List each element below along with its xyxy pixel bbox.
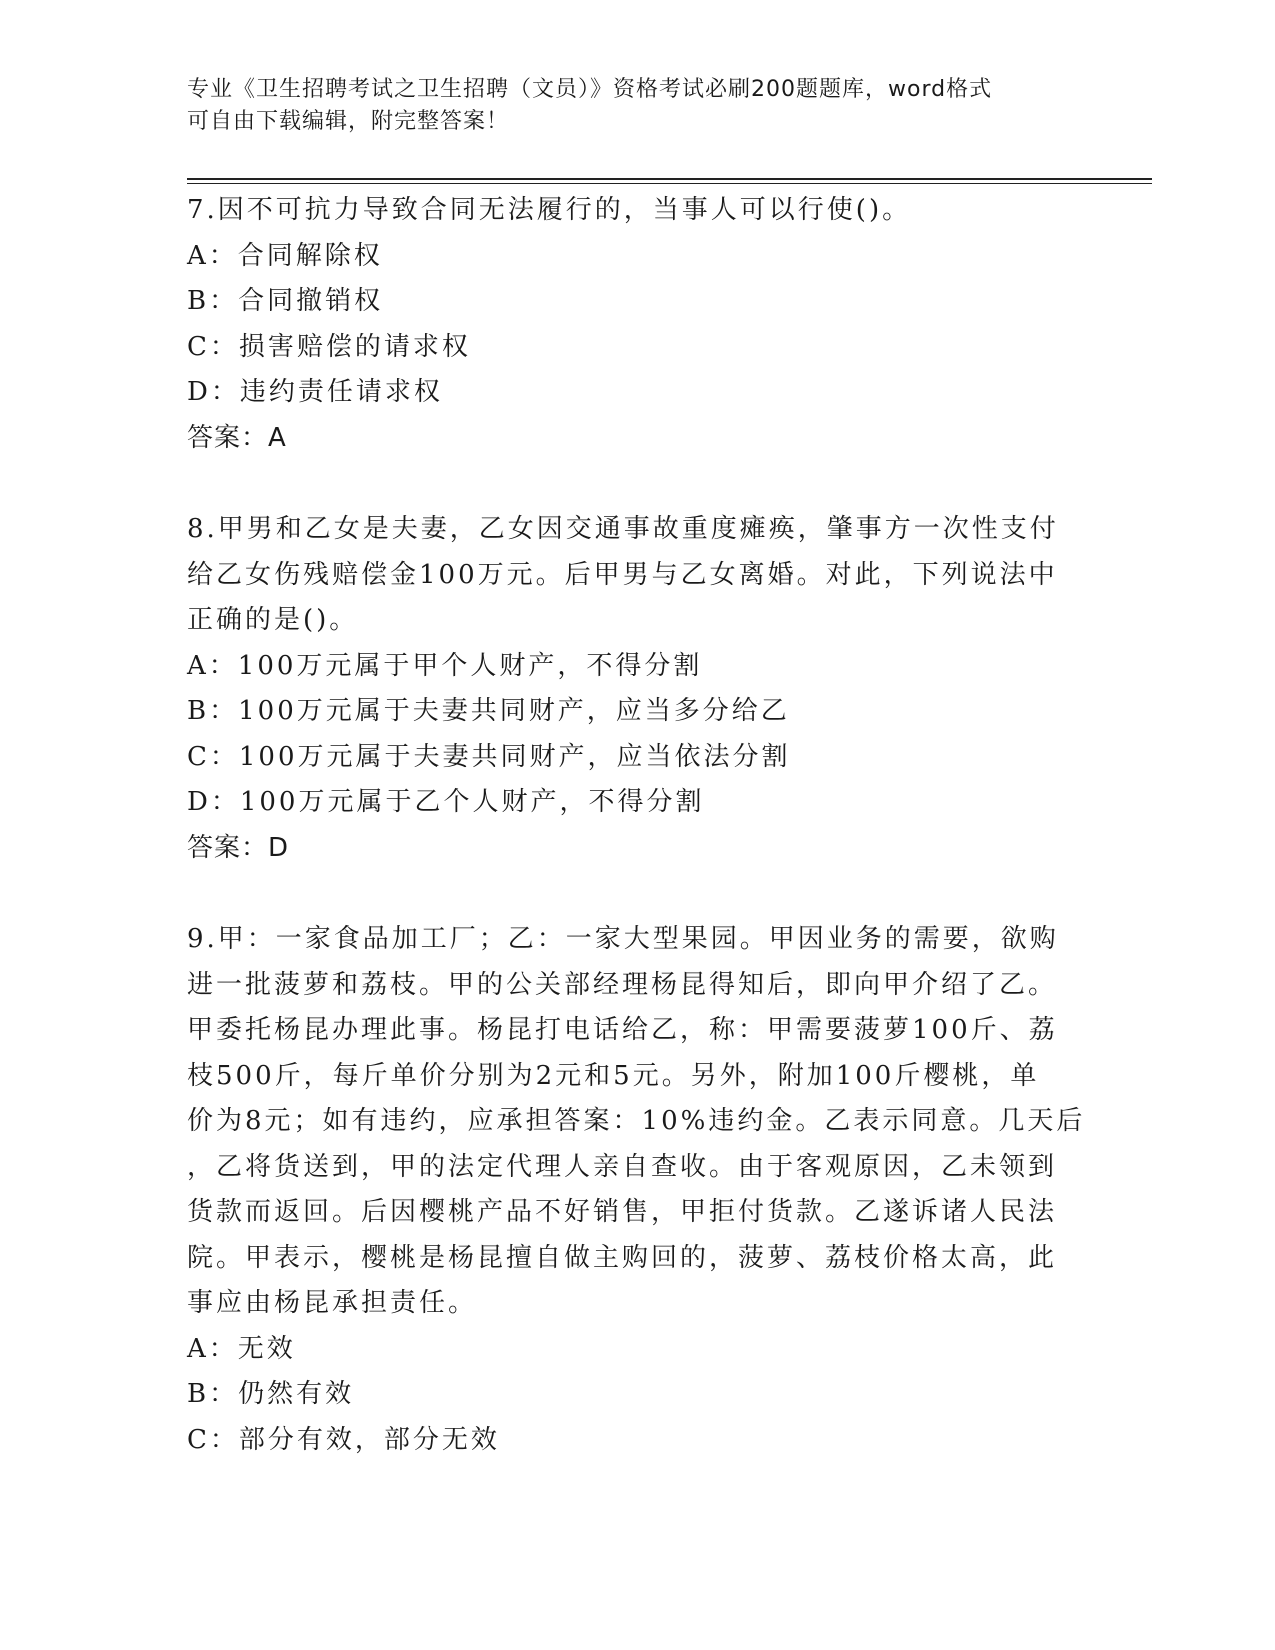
question-stem-line: 7.因不可抗力导致合同无法履行的，当事人可以行使()。 xyxy=(187,195,912,225)
question-stem-line: 甲委托杨昆办理此事。杨昆打电话给乙，称：甲需要菠萝100斤、荔 xyxy=(187,1015,1058,1045)
option-a: A：100万元属于甲个人财产，不得分割 xyxy=(187,650,703,681)
option-c: C：损害赔偿的请求权 xyxy=(187,331,471,362)
question-stem-line: 正确的是()。 xyxy=(187,605,359,635)
option-b: B：仍然有效 xyxy=(187,1379,355,1409)
question-8 xyxy=(187,507,1087,871)
header-line-1: 专业《卫生招聘考试之卫生招聘（文员）》资格考试必刷200题题库，word格式 xyxy=(187,77,993,102)
question-stem-line: 价为8元；如有违约，应承担答案：10%违约金。乙表示同意。几天后 xyxy=(187,1106,1086,1136)
option-a: A：无效 xyxy=(187,1333,296,1364)
question-stem-line: 事应由杨昆承担责任。 xyxy=(187,1288,478,1318)
option-b: B：合同撤销权 xyxy=(187,286,384,316)
question-stem-line: 8.甲男和乙女是夫妻，乙女因交通事故重度瘫痪，肇事方一次性支付 xyxy=(187,514,1059,544)
question-stem-line: 货款而返回。后因樱桃产品不好销售，甲拒付货款。乙遂诉诸人民法 xyxy=(187,1197,1058,1227)
option-c: C：部分有效，部分无效 xyxy=(187,1424,500,1455)
answer-line: 答案：A xyxy=(187,422,287,453)
question-list xyxy=(187,188,1087,1463)
option-d: D：违约责任请求权 xyxy=(187,377,443,407)
answer-line: 答案：D xyxy=(187,832,290,863)
option-d: D：100万元属于乙个人财产，不得分割 xyxy=(187,787,705,817)
question-stem-line: 院。甲表示，樱桃是杨昆擅自做主购回的，菠萝、荔枝价格太高，此 xyxy=(187,1242,1058,1273)
page-header xyxy=(187,74,1067,138)
question-stem-line: 9.甲：一家食品加工厂；乙：一家大型果园。甲因业务的需要，欲购 xyxy=(187,924,1059,954)
option-a: A：合同解除权 xyxy=(187,240,383,271)
question-7 xyxy=(187,188,1087,461)
question-stem-line: 枝500斤，每斤单价分别为2元和5元。另外，附加100斤樱桃，单 xyxy=(187,1060,1040,1091)
question-stem-line: 进一批菠萝和荔枝。甲的公关部经理杨昆得知后，即向甲介绍了乙。 xyxy=(187,969,1058,1000)
header-divider-thin xyxy=(187,183,1152,184)
question-spacer xyxy=(187,461,1087,507)
question-9 xyxy=(187,917,1087,1463)
question-stem-line: 给乙女伤残赔偿金100万元。后甲男与乙女离婚。对此，下列说法中 xyxy=(187,559,1058,590)
header-divider-thick xyxy=(187,178,1152,180)
question-stem-line: ，乙将货送到，甲的法定代理人亲自查收。由于客观原因，乙未领到 xyxy=(187,1151,1058,1182)
header-line-2: 可自由下载编辑，附完整答案！ xyxy=(187,109,510,134)
question-spacer xyxy=(187,871,1087,917)
option-c: C：100万元属于夫妻共同财产，应当依法分割 xyxy=(187,741,791,772)
option-b: B：100万元属于夫妻共同财产，应当多分给乙 xyxy=(187,696,790,726)
